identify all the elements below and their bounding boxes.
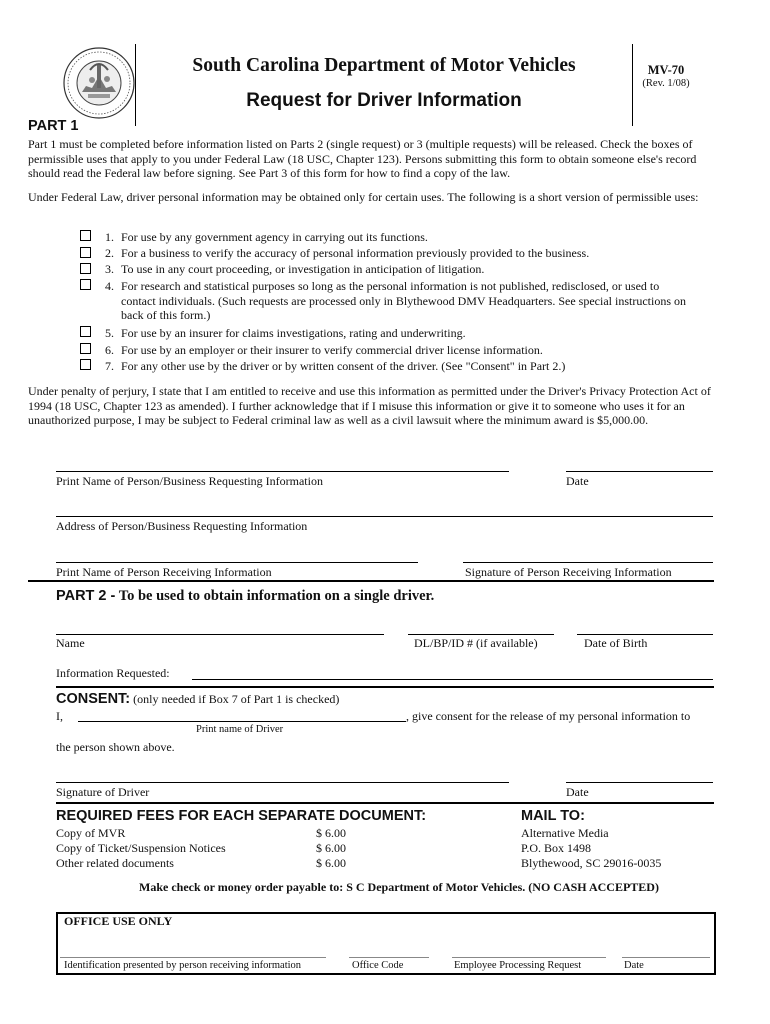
part2-divider (28, 580, 714, 582)
use-text: For use by any government agency in carrying out its functions. (121, 230, 428, 244)
driver-signature-line[interactable] (56, 782, 509, 783)
address-line[interactable] (56, 516, 713, 517)
use-number: 7. (105, 359, 114, 373)
driver-signature-label: Signature of Driver (56, 785, 150, 799)
address-label: Address of Person/Business Requesting Information (56, 519, 308, 533)
driver-signature-date-line[interactable] (566, 782, 713, 783)
form-number: MV-70 (647, 63, 685, 77)
use-checkbox-2[interactable] (80, 247, 91, 258)
part1-heading: PART 1 (28, 118, 79, 134)
office-code-label: Office Code (352, 960, 404, 971)
use-number: 3. (105, 262, 114, 276)
consent-heading-note: (only needed if Box 7 of Part 1 is checked) (130, 692, 340, 706)
use-number: 2. (105, 246, 114, 260)
driver-dl-line[interactable] (408, 634, 554, 635)
mail-heading: MAIL TO: (521, 808, 585, 824)
perjury-statement: Under penalty of perjury, I state that I am entitled to receive and use this information as permitted under the Driver's Privacy Protection Act of 1994 (18 USC, Chapter 123 as amended). I further acknowledge that if I misuse this information or give it to someone who uses it for an unauthorized purpose, I may be subject to Federal criminal law as well as a civil lawsuit where the minimum award is $5,000.00. (28, 384, 711, 427)
fee-label: Copy of Ticket/Suspension Notices (56, 841, 226, 855)
office-employee-label: Employee Processing Request (454, 960, 582, 971)
form-title: Request for Driver Information (246, 90, 522, 111)
consent-i: I, (56, 709, 63, 723)
fee-label: Other related documents (56, 856, 174, 870)
use-number: 1. (105, 230, 114, 244)
office-code-line[interactable] (349, 957, 429, 958)
use-text: For a business to verify the accuracy of personal information previously provided to the business. (121, 246, 590, 260)
use-checkbox-5[interactable] (80, 326, 91, 337)
use-text: For research and statistical purposes so long as the personal information is not published, redisclosed, or used to contact individuals. (Such requests are processed only in Blythewood DMV Headquarters. See special instructions on back of this form.) (121, 279, 686, 322)
receiver-name-label: Print Name of Person Receiving Information (56, 565, 272, 579)
requester-name-label: Print Name of Person/Business Requesting Information (56, 474, 323, 488)
use-text: To use in any court proceeding, or investigation in anticipation of litigation. (121, 262, 485, 276)
state-seal-icon (62, 46, 136, 120)
consent-divider (56, 686, 714, 688)
use-checkbox-7[interactable] (80, 359, 91, 370)
fees-heading: REQUIRED FEES FOR EACH SEPARATE DOCUMENT: (56, 808, 427, 824)
requester-date-label: Date (566, 474, 589, 488)
consent-heading (56, 690, 339, 708)
mail-line: Alternative Media (521, 826, 609, 840)
consent-driver-name-line[interactable] (78, 721, 406, 722)
info-requested-line[interactable] (192, 679, 713, 680)
office-date-label: Date (624, 960, 644, 971)
part2-heading (56, 588, 434, 605)
consent-heading-label: CONSENT: (56, 691, 131, 707)
driver-dob-line[interactable] (577, 634, 713, 635)
part2-heading-text: To be used to obtain information on a single driver. (115, 588, 435, 604)
form-revision: (Rev. 1/08) (642, 78, 690, 89)
driver-name-line[interactable] (56, 634, 384, 635)
use-text: For use by an insurer for claims investigations, rating and underwriting. (121, 326, 466, 340)
part1-intro: Part 1 must be completed before information listed on Parts 2 (single request) or 3 (multiple requests) will be released. Check the boxes of permissible uses that apply to you under Federal Law (18 USC, Chapter 123). Persons submitting this form to obtain someone else's record should read the Federal law before signing. See Part 3 of this form for how to find a copy of the law. (28, 137, 697, 180)
consent-person-shown: the person shown above. (56, 740, 175, 754)
use-checkbox-4[interactable] (80, 279, 91, 290)
office-id-label: Identification presented by person receiving information (64, 960, 302, 971)
fee-label: Copy of MVR (56, 826, 126, 840)
consent-print-name-label: Print name of Driver (196, 724, 284, 735)
fees-divider (56, 802, 714, 804)
mail-line: P.O. Box 1498 (521, 841, 592, 855)
agency-name: South Carolina Department of Motor Vehicles (192, 55, 576, 76)
use-checkbox-3[interactable] (80, 263, 91, 274)
law-note: Under Federal Law, driver personal information may be obtained only for certain uses. The following is a short version of permissible uses: (28, 190, 699, 204)
state-seal (62, 46, 136, 120)
requester-date-line[interactable] (566, 471, 713, 472)
use-checkbox-6[interactable] (80, 343, 91, 354)
office-date-line[interactable] (622, 957, 710, 958)
driver-signature-date-label: Date (566, 785, 589, 799)
office-employee-line[interactable] (452, 957, 606, 958)
driver-name-label: Name (56, 636, 85, 650)
use-number: 4. (105, 279, 114, 293)
driver-dob-label: Date of Birth (584, 636, 648, 650)
receiver-signature-line[interactable] (463, 562, 713, 563)
receiver-name-line[interactable] (56, 562, 418, 563)
mail-line: Blythewood, SC 29016-0035 (521, 856, 662, 870)
payment-instructions: Make check or money order payable to: S C Department of Motor Vehicles. (NO CASH ACCEPTED) (139, 880, 659, 894)
office-use-heading: OFFICE USE ONLY (64, 914, 173, 928)
info-requested-label: Information Requested: (56, 666, 170, 680)
office-id-line[interactable] (60, 957, 326, 958)
driver-dl-label: DL/BP/ID # (if available) (414, 636, 538, 650)
use-text: For any other use by the driver or by written consent of the driver. (See "Consent" in Part 2.) (121, 359, 566, 373)
fee-amount: $ 6.00 (316, 841, 346, 855)
use-number: 6. (105, 343, 114, 357)
part2-heading-label: PART 2 - (56, 588, 116, 604)
consent-give-text: , give consent for the release of my personal information to (406, 709, 691, 723)
use-checkbox-1[interactable] (80, 230, 91, 241)
fee-amount: $ 6.00 (316, 856, 346, 870)
requester-name-line[interactable] (56, 471, 509, 472)
use-text: For use by an employer or their insurer to verify commercial driver license information. (121, 343, 543, 357)
receiver-signature-label: Signature of Person Receiving Information (465, 565, 672, 579)
fee-amount: $ 6.00 (316, 826, 346, 840)
use-number: 5. (105, 326, 114, 340)
